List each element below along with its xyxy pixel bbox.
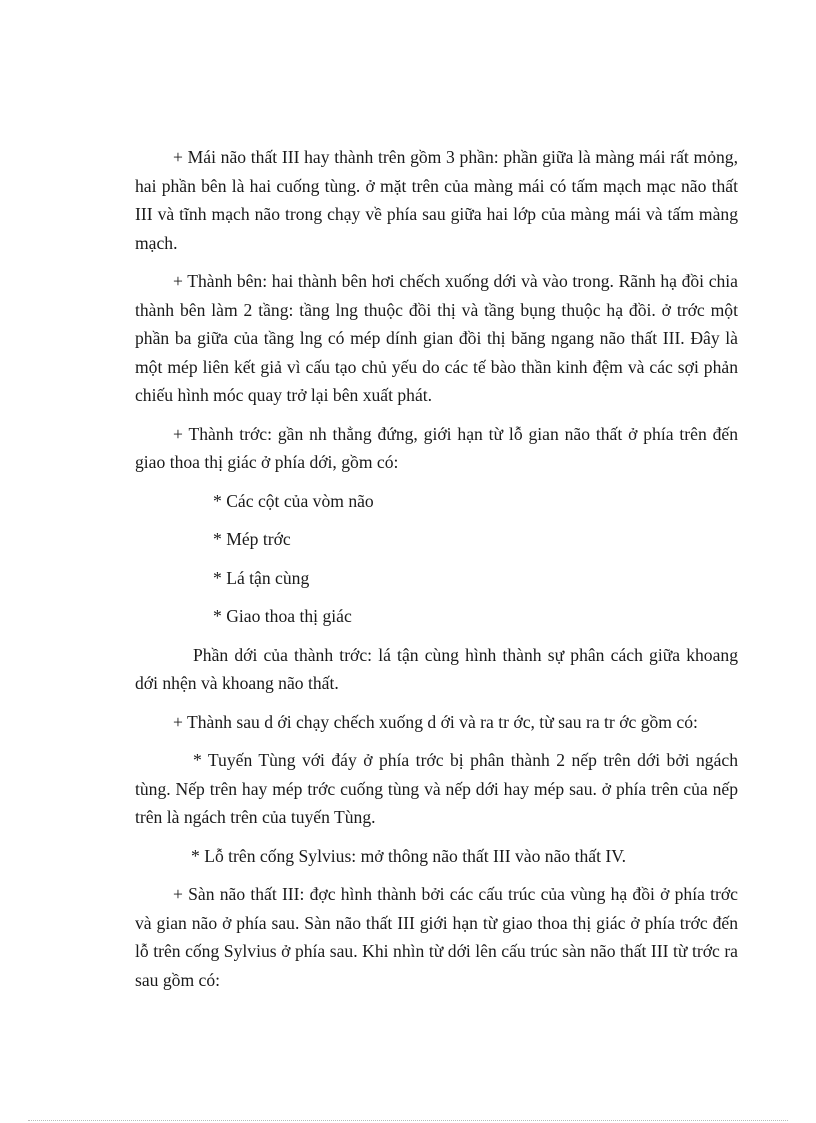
paragraph-lower-wall: Phần dới của thành trớc: lá tận cùng hình thành sự phân cách giữa khoang dới nhện và khoang não thất. — [135, 644, 738, 693]
paragraph-lateral-wall: + Thành bên: hai thành bên hơi chếch xuống dới và vào trong. Rãnh hạ đồi chia thành bên làm 2 tầng: tầng lng thuộc đồi thị và tầng bụng thuộc hạ đồi. ở trớc một phần ba giữa của tầng lng có mép dính gian đồi thị băng ngang não thất III. Đây là một mép liên kết giả vì cấu tạo chủ yếu do các tế bào thần kinh đệm và các sợi phản chiếu hình móc quay trở lại bên xuất phát. — [135, 271, 738, 405]
list-item: * Giao thoa thị giác — [213, 606, 352, 626]
paragraph-floor: + Sàn não thất III: đợc hình thành bởi các cấu trúc của vùng hạ đồi ở phía trớc và gian não ở phía sau. Sàn não thất III giới hạn từ giao thoa thị giác ở phía trớc đến lỗ trên cống Sylvius ở phía sau. Khi nhìn từ dới lên cấu trúc sàn não thất III từ trớc ra sau gồm có: — [135, 884, 738, 990]
paragraph-posterior-wall: + Thành sau d ới chạy chếch xuống d ới và ra tr ớc, từ sau ra tr ớc gồm có: — [173, 711, 698, 732]
document-body — [135, 143, 738, 1004]
list-item: * Lá tận cùng — [213, 567, 310, 588]
list-item: * Mép trớc — [213, 529, 291, 549]
paragraph-sylvius: * Lỗ trên cống Sylvius: mở thông não thất III vào não thất IV. — [191, 845, 627, 866]
list-item: * Các cột của vòm não — [213, 490, 374, 511]
page-bottom-divider — [28, 1120, 788, 1121]
paragraph-anterior-wall: + Thành trớc: gần nh thẳng đứng, giới hạn từ lỗ gian não thất ở phía trên đến giao thoa thị giác ở phía dới, gồm có: — [135, 423, 738, 472]
paragraph-pineal: * Tuyến Tùng với đáy ở phía trớc bị phân thành 2 nếp trên dới bởi ngách tùng. Nếp trên hay mép trớc cuống tùng và nếp dới hay mép sau. ở phía trên của nếp trên là ngách trên của tuyến Tùng. — [135, 750, 738, 827]
paragraph-roof: + Mái não thất III hay thành trên gồm 3 phần: phần giữa là màng mái rất mỏng, hai phần bên là hai cuống tùng. ở mặt trên của màng mái có tấm mạch mạc não thất III và tĩnh mạch não trong chạy về phía sau giữa hai lớp của màng mái và tấm màng mạch. — [135, 147, 738, 253]
